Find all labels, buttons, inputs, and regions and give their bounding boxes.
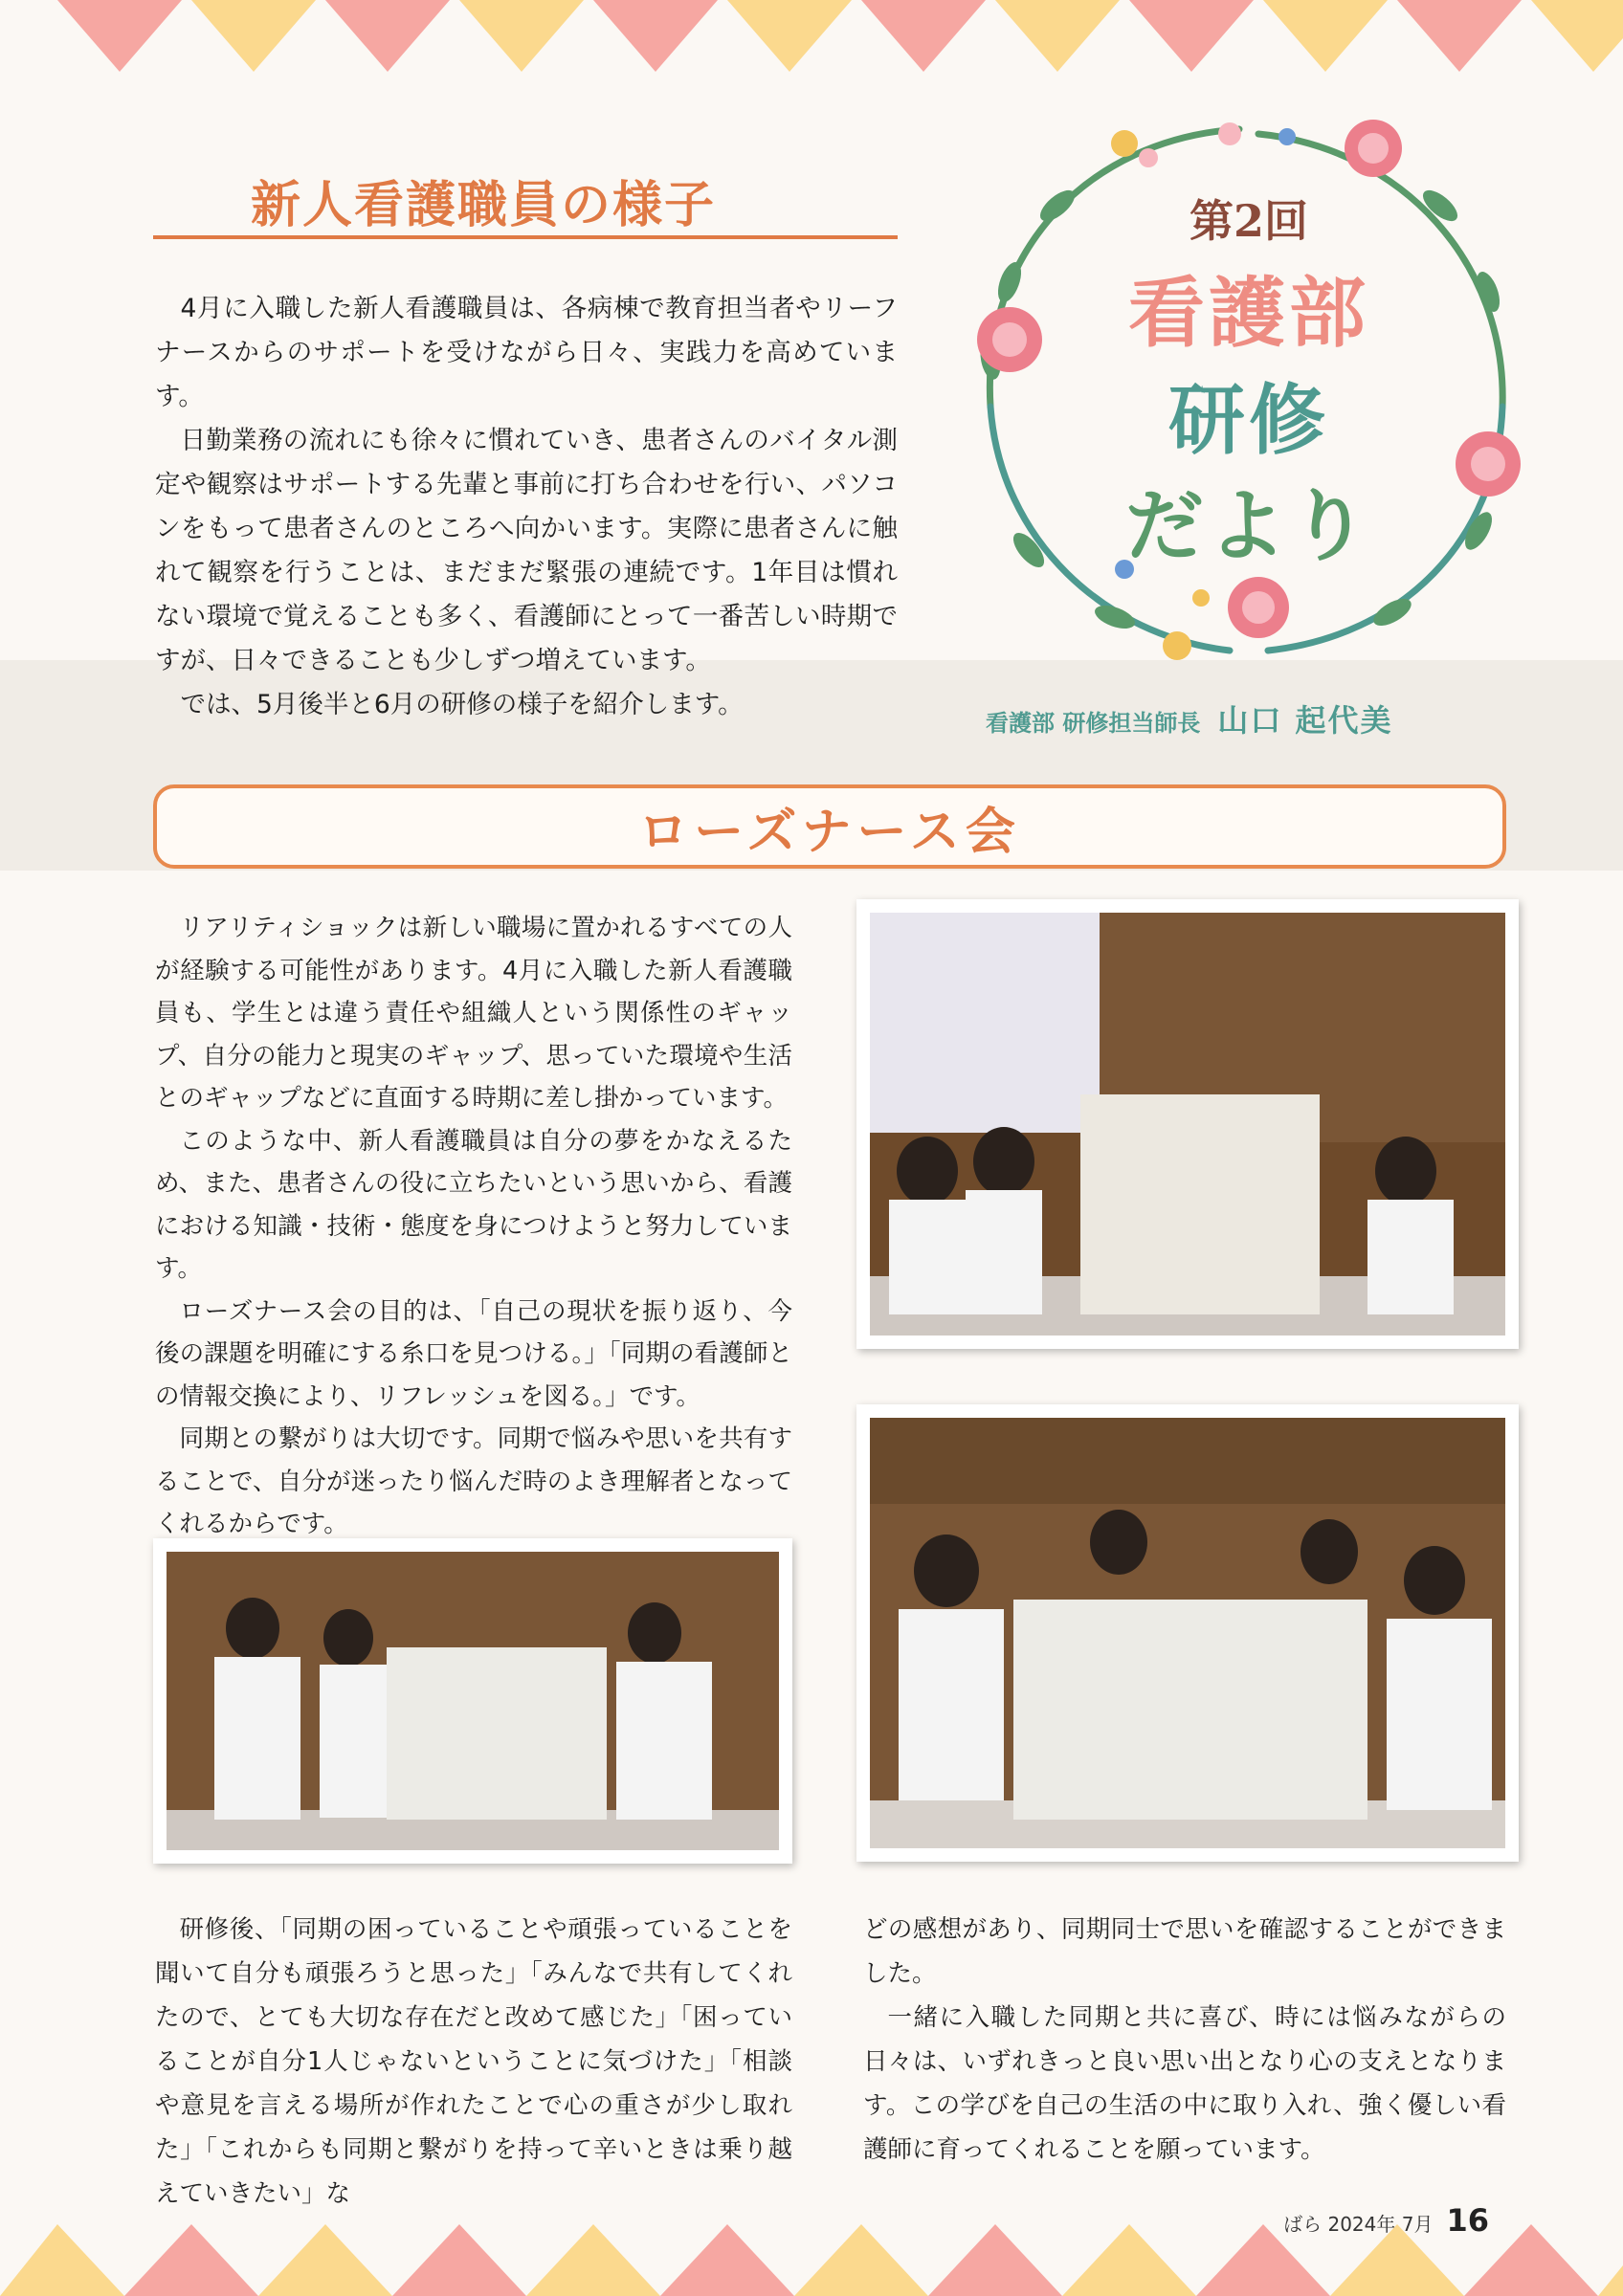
rose-section-text — [155, 907, 792, 1546]
badge-title-line2: 研修 — [1168, 376, 1329, 465]
bottom-text-left — [155, 1908, 792, 2216]
photo-image — [870, 913, 1505, 1336]
bottom-paragraph: 研修後、「同期の困っていることや頑張っていることを聞いて自分も頑張ろうと思った」「みんなで共有してくれたので、とても大切な存在だと改めて感じた」「困っていることが自分1人じゃないということに気づけた」「相談や意見を言える場所が作れたことで心の重さが少し取れた」「これからも同期と繋がりを持って辛いときは乗り越えていきたい」な — [155, 1915, 792, 2208]
bottom-paragraph: 一緒に入職した同期と共に喜び、時には悩みながらの日々は、いずれきっと良い思い出となり心の支えとなります。この学びを自己の生活の中に取り入れ、強く優しい看護師に育ってくれることを願っています。 — [863, 2003, 1506, 2164]
photo-image — [870, 1418, 1505, 1848]
bottom-paragraph: どの感想があり、同期同士で思いを確認することができました。 — [863, 1915, 1506, 1988]
rose-paragraph: 同期との繋がりは大切です。同期で悩みや思いを共有することで、自分が迷ったり悩んだ時のよき理解者となってくれるからです。 — [155, 1424, 792, 1538]
intro-text — [155, 287, 898, 727]
badge-title-line3: だより — [1124, 481, 1372, 572]
photo-image — [167, 1552, 779, 1850]
title-underline — [153, 235, 898, 239]
photo-group-presentation — [856, 899, 1519, 1349]
intro-paragraph: では、5月後半と6月の研修の様子を紹介します。 — [180, 690, 744, 719]
section-heading-box — [153, 784, 1506, 869]
author-credit — [986, 696, 1393, 740]
author-role: 看護部 研修担当師長 — [986, 710, 1201, 737]
publication-info: ばら 2024年 7月 — [1283, 2213, 1434, 2236]
series-badge — [943, 91, 1555, 684]
page-title: 新人看護職員の様子 — [251, 177, 717, 234]
bottom-decorative-border — [0, 2219, 1623, 2296]
top-decorative-border — [0, 0, 1623, 77]
rose-paragraph: リアリティショックは新しい職場に置かれるすべての人が経験する可能性があります。4月に入職した新人看護職員も、学生とは違う責任や組織人という関係性のギャップ、自分の能力と現実のギャップ、思っていた環境や生活とのギャップなどに直面する時期に差し掛かっています。 — [155, 914, 792, 1113]
page-number: 16 — [1446, 2202, 1489, 2239]
rose-paragraph: ローズナース会の目的は、「自己の現状を振り返り、今後の課題を明確にする糸口を見つける。」「同期の看護師との情報交換により、リフレッシュを図る。」です。 — [155, 1296, 792, 1411]
intro-paragraph: 日勤業務の流れにも徐々に慣れていき、患者さんのバイタル測定や観察はサポートする先輩と事前に打ち合わせを行い、パソコンをもって患者さんのところへ向かいます。実際に患者さんに触れて観察を行うことは、まだまだ緊張の連続です。1年目は慣れない環境で覚えることも多く、看護師にとって一番苦しい時期ですが、日々できることも少しずつ増えています。 — [155, 426, 898, 675]
section-heading: ローズナース会 — [638, 803, 1021, 861]
author-name: 山口 起代美 — [1217, 702, 1393, 739]
badge-title-line1: 看護部 — [1128, 269, 1369, 358]
rose-paragraph: このような中、新人看護職員は自分の夢をかなえるため、また、患者さんの役に立ちたいという思いから、看護における知識・技術・態度を身につけようと努力しています。 — [155, 1126, 792, 1283]
photo-group-peace-sign-1 — [153, 1538, 792, 1864]
bottom-text-right — [863, 1908, 1506, 2172]
photo-group-peace-sign-2 — [856, 1404, 1519, 1862]
badge-issue: 第2回 — [1189, 195, 1308, 247]
intro-paragraph: 4月に入職した新人看護職員は、各病棟で教育担当者やリーフナースからのサポートを受けながら日々、実践力を高めています。 — [155, 294, 898, 411]
